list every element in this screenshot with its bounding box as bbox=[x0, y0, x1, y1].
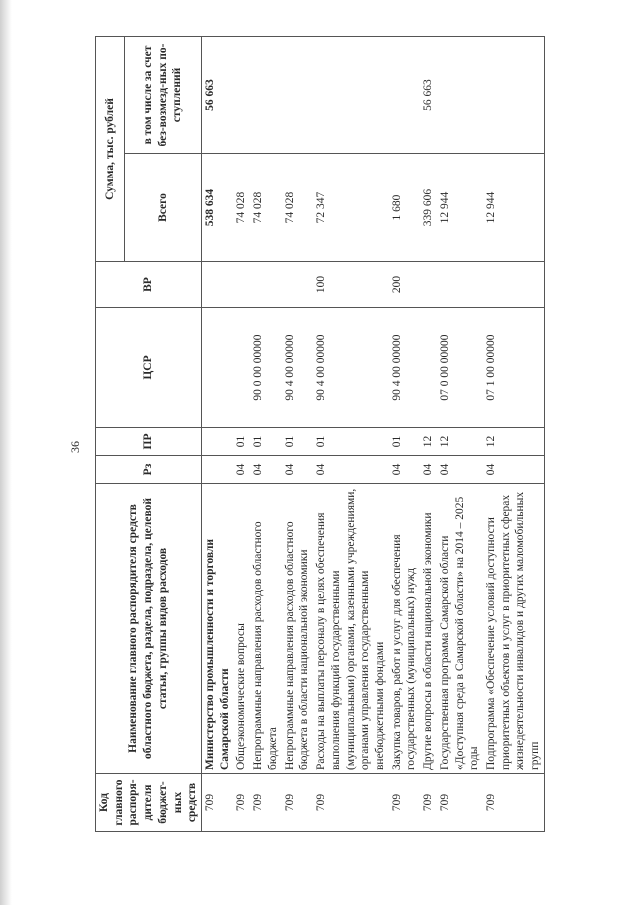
cell-code: 709 bbox=[313, 774, 389, 832]
cell-csr: 90 4 00 00000 bbox=[313, 308, 389, 428]
budget-table bbox=[95, 36, 545, 832]
table-row bbox=[437, 37, 483, 832]
cell-name: Подпрограмма «Обеспечение условий доступности приоритетных объектов и услуг в приоритетных сферах жизнедеятельности инвалидов и других маломобильных групп bbox=[483, 484, 544, 774]
cell-csr: 07 1 00 00000 bbox=[483, 308, 544, 428]
cell-name: Министерство промышленности и торговли Самарской области bbox=[202, 484, 234, 774]
cell-name: Закупка товаров, работ и услуг для обеспечения государственных (муниципальных) нужд bbox=[389, 484, 420, 774]
table-row bbox=[282, 37, 313, 832]
cell-incl bbox=[483, 37, 544, 154]
cell-name: Другие вопросы в области национальной экономики bbox=[420, 484, 437, 774]
table-row bbox=[250, 37, 281, 832]
cell-pr: 12 bbox=[420, 428, 437, 456]
cell-rz: 04 bbox=[313, 456, 389, 484]
cell-total: 74 028 bbox=[282, 154, 313, 262]
cell-total: 538 634 bbox=[202, 154, 234, 262]
cell-code: 709 bbox=[483, 774, 544, 832]
header-name: Наименование главного распорядителя средств областного бюджета, раздела, подраздела, целевой статьи, группы видов расходов bbox=[96, 484, 202, 774]
cell-pr: 01 bbox=[250, 428, 281, 456]
cell-vr bbox=[420, 262, 437, 308]
cell-vr: 100 bbox=[313, 262, 389, 308]
cell-pr: 01 bbox=[389, 428, 420, 456]
header-csr: ЦСР bbox=[96, 308, 202, 428]
cell-pr bbox=[202, 428, 234, 456]
cell-csr: 90 4 00 00000 bbox=[282, 308, 313, 428]
cell-pr: 01 bbox=[282, 428, 313, 456]
table-row bbox=[389, 37, 420, 832]
cell-csr bbox=[233, 308, 250, 428]
cell-vr bbox=[250, 262, 281, 308]
cell-code: 709 bbox=[282, 774, 313, 832]
cell-pr: 01 bbox=[233, 428, 250, 456]
cell-rz: 04 bbox=[250, 456, 281, 484]
cell-total: 12 944 bbox=[437, 154, 483, 262]
header-sum: Сумма, тыс. рублей bbox=[96, 37, 125, 262]
cell-rz: 04 bbox=[282, 456, 313, 484]
cell-name: Непрограммные направления расходов областного бюджета в области национальной экономики bbox=[282, 484, 313, 774]
table-row bbox=[233, 37, 250, 832]
header-pr: ПР bbox=[96, 428, 202, 456]
cell-incl bbox=[313, 37, 389, 154]
cell-vr bbox=[437, 262, 483, 308]
cell-incl bbox=[250, 37, 281, 154]
document-page bbox=[60, 32, 615, 862]
cell-incl bbox=[282, 37, 313, 154]
header-code: Код главного распоря-дителя бюджет-ных средств bbox=[96, 774, 202, 832]
header-incl: в том числе за счет без-возмезд-ных по-ступлений bbox=[124, 37, 201, 154]
cell-csr: 90 0 00 00000 bbox=[250, 308, 281, 428]
cell-rz bbox=[202, 456, 234, 484]
cell-vr bbox=[483, 262, 544, 308]
cell-total: 339 606 bbox=[420, 154, 437, 262]
cell-code: 709 bbox=[420, 774, 437, 832]
cell-csr: 90 4 00 00000 bbox=[389, 308, 420, 428]
cell-name: Непрограммные направления расходов областного бюджета bbox=[250, 484, 281, 774]
header-vr: ВР bbox=[96, 262, 202, 308]
cell-name: Государственная программа Самарской области «Доступная среда в Самарской области» на 2014 – 2025 годы bbox=[437, 484, 483, 774]
cell-rz: 04 bbox=[233, 456, 250, 484]
header-total: Всего bbox=[124, 154, 201, 262]
cell-incl bbox=[389, 37, 420, 154]
cell-pr: 01 bbox=[313, 428, 389, 456]
cell-csr bbox=[420, 308, 437, 428]
cell-vr: 200 bbox=[389, 262, 420, 308]
cell-vr bbox=[233, 262, 250, 308]
cell-incl: 56 663 bbox=[202, 37, 234, 154]
cell-rz: 04 bbox=[420, 456, 437, 484]
cell-code: 709 bbox=[233, 774, 250, 832]
page-number: 36 bbox=[68, 441, 82, 453]
cell-total: 74 028 bbox=[233, 154, 250, 262]
cell-csr: 07 0 00 00000 bbox=[437, 308, 483, 428]
cell-total: 74 028 bbox=[250, 154, 281, 262]
cell-pr: 12 bbox=[437, 428, 483, 456]
cell-rz: 04 bbox=[389, 456, 420, 484]
table-row bbox=[483, 37, 544, 832]
cell-code: 709 bbox=[250, 774, 281, 832]
cell-rz: 04 bbox=[483, 456, 544, 484]
cell-pr: 12 bbox=[483, 428, 544, 456]
cell-incl: 56 663 bbox=[420, 37, 437, 154]
cell-csr bbox=[202, 308, 234, 428]
table-row bbox=[202, 37, 234, 832]
table-row bbox=[420, 37, 437, 832]
cell-total: 72 347 bbox=[313, 154, 389, 262]
cell-code: 709 bbox=[437, 774, 483, 832]
scan-edge bbox=[0, 0, 12, 905]
table-row bbox=[313, 37, 389, 832]
cell-total: 12 944 bbox=[483, 154, 544, 262]
cell-code: 709 bbox=[202, 774, 234, 832]
cell-incl bbox=[437, 37, 483, 154]
cell-name: Расходы на выплаты персоналу в целях обеспечения выполнения функций государственными (муниципальными) органами, казенными учреждениями, органами управления государственными внебюджетными фондами bbox=[313, 484, 389, 774]
cell-name: Общеэкономические вопросы bbox=[233, 484, 250, 774]
cell-code: 709 bbox=[389, 774, 420, 832]
cell-vr bbox=[202, 262, 234, 308]
cell-total: 1 680 bbox=[389, 154, 420, 262]
header-rz: Рз bbox=[96, 456, 202, 484]
cell-rz: 04 bbox=[437, 456, 483, 484]
cell-vr bbox=[282, 262, 313, 308]
cell-incl bbox=[233, 37, 250, 154]
